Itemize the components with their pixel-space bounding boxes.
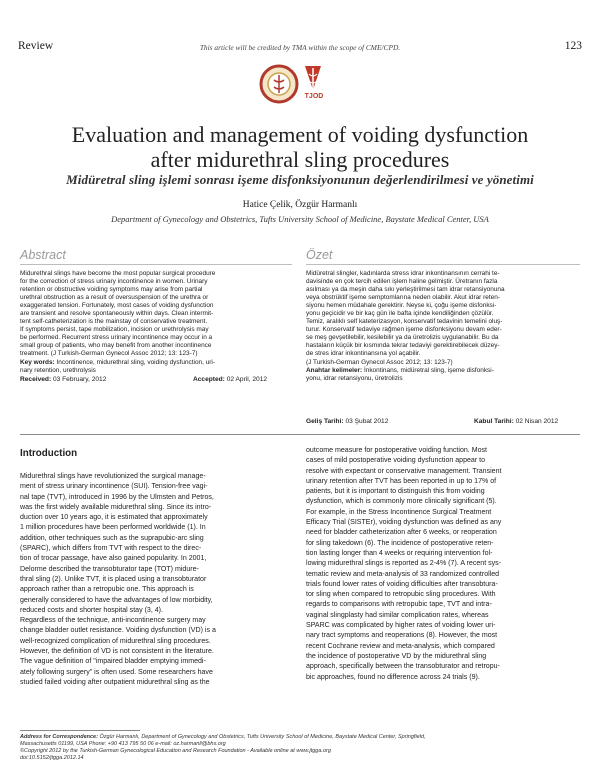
body-line: regards to comparisons with retropubic tape, TVT and intra- [306,601,492,609]
body-line: change bladder outlet resistance. Voiding dysfunction (VD) is a [20,627,216,635]
society-seal-icon [255,60,345,108]
tjod-logo-text: TJOD [304,93,324,100]
ozet-line: de stres idrar inkontinansına yol açabilir. [306,350,421,358]
body-line: recent Cochrane review and meta-analysis, which compared [306,642,495,650]
affiliation: Department of Gynecology and Obstetrics, Tufts University School of Medicine, Baystate Medical Center, USA [111,214,489,224]
body-line: vaginal slingplasty had similar complication rates, whereas [306,611,489,619]
body-line: well-recognized complication of midurethral sling procedures. [20,637,211,645]
ozet-line: davisinde en çok tercih edilen işlem haline gelmiştir. Üretranın fazla [306,278,498,286]
abstract-line: treatment. (J Turkish-German Gynecol Assoc 2012; 13: 123-7) [20,350,198,358]
body-line: 1 million procedures have been performed worldwide (1). In [20,524,206,532]
article-title [20,122,580,172]
body-line: the incidence of postoperative VD by the midurethral sling [306,652,487,660]
accepted-date [193,376,267,383]
gelis-value: 03 Şubat 2012 [343,418,389,425]
body-line: tion lasting longer than 4 weeks or requiring intervention fol- [306,549,493,557]
keywords-text: Incontinence, midurethral sling, voiding dysfunction, uri- [54,358,216,366]
keywords-cont: nary retention, urethrolysis [20,366,96,374]
body-line: bic approaches, found no difference across 24 trials (9). [306,673,480,681]
ozet-rule [306,264,580,265]
body-line: Efficacy Trial (SISTEr), voiding dysfunction was defined as any [306,519,502,527]
body-line: ment of stress urinary incontinence (SUI). Tension-free vagi- [20,483,208,491]
abstract-line: be performed. Recurrent stress urinary incontinence may occur in a [20,334,213,342]
ozet-line: Temiz, aralıklı self kateterizasyon, konservatif tedavinin temelini oluş- [306,318,503,326]
ozet-line: yonu geçicidir ve bir kaç gün ile bafta içinde kendiliğinden çözülür. [306,310,494,318]
footnote-line [20,734,580,741]
body-line: studied failed voiding after outpatient midurethral sling as the [20,678,210,686]
accepted-value: 02 April, 2012 [224,376,268,383]
body-line: cases of mild postoperative voiding dysfunction appear to [306,457,486,465]
body-line: For example, in the Stress Incontinence Surgical Treatment [306,508,492,516]
abstract-line: urethral obstruction as a result of oversuspension of the urethra or [20,294,209,302]
cme-note: This article will be credited by TMA within the scope of CME/CPD. [199,43,401,52]
body-line: need for bladder catheterization after 6 weeks, or reoperation [306,529,497,537]
body-line: resolve with expectant or conservative management. Transient [306,467,502,475]
abstract-line: tent self-catheterization is the mainstay of conservative treatment. [20,318,208,326]
body-line: trials found lower rates of voiding difficulties after transobtura- [306,580,498,588]
ozet-line: Midüretral slingler, kadınlarda stress idrar inkontinansının cerrahi te- [306,270,500,277]
gelis-label: Geliş Tarihi: [306,418,344,425]
abstract-line: for the correction of stress urinary incontinence in women. Urinary [20,278,208,286]
ozet-line: veya obstrüktif işeme semptomlarına neden olabilir. Akut idrar reten- [306,294,500,302]
body-line: tematic review and meta-analysis of 33 randomized controlled [306,570,500,578]
body-line: generally considered to have the advantages of low morbidity, [20,596,213,604]
abstract-tr-body [306,270,580,383]
running-header [18,40,582,56]
title-line-2: after midurethral sling procedures [150,147,450,172]
abstract-line: Midurethral slings have become the most popular surgical procedure [20,270,216,277]
body-line: approach rather than a retropubic one. This approach is [20,586,194,594]
body-line: nal tape (TVT), introduced in 1996 by the Ulmsten and Petros, [20,493,214,501]
abstract-line: small group of patients, who may benefit from another incontinence [20,342,212,350]
body-line: SPARC was complicated by higher rates of voiding lower uri- [306,622,496,630]
body-line: for sling takedown (6). The incidence of postoperative reten- [306,539,494,547]
accepted-label: Accepted: [193,376,225,383]
ozet-line: siyonu hemen müdahale gerektirir. Neyse ki, çoğu işeme disfonksi- [306,302,497,310]
gelis-date [306,418,388,425]
abstract-rule [20,264,292,265]
body-line: outcome measure for postoperative voiding function. Most [306,447,487,454]
kabul-label: Kabul Tarihi: [474,418,514,425]
keywords [20,359,292,367]
body-line: (SPARC), which differs from TVT with respect to the direc- [20,545,202,553]
body-line: tor sling when compared to retropubic sling procedures. With [306,591,496,599]
ozet-heading: Özet [306,248,333,262]
body-line: was the first widely available midurethral sling. Since its intro- [20,503,212,511]
body-line: nary tract symptoms and reoperations (8). However, the most [306,632,498,640]
body-line: tion of trocar passage, have also gained popularity. In 2001, [20,555,207,563]
article-subtitle: Midüretral sling işlemi sonrası işeme disfonksiyonunun değerlendirilmesi ve yönetimi [66,172,534,187]
footnote-line: ©Copyright 2012 by the Turkish-German Gynecological Education and Research Foundation - Available online at www.jtgga.org [20,748,331,755]
body-line: dysfunction, which is commonly more clinically significant (5). [306,498,497,506]
received-date [20,376,106,383]
anahtar-text: İnkontinans, midüretral sling, işeme disfonksi- [362,366,494,374]
body-column-left [20,472,290,688]
abstract-line: retention or obstructive voiding symptoms may arise from partial [20,286,203,294]
abstract-line: are transient and resolve spontaneously within days. Clean intermit- [20,310,214,318]
ozet-line: turur. Konservatif tedaviye rağmen işeme disfonksiyonu devam eder- [306,326,502,334]
abstract-en-body [20,270,292,375]
anahtar-cont: yonu, idrar retansiyonu, üretrolizis [306,374,403,382]
journal-logos [255,60,345,108]
introduction-heading: Introduction [20,448,78,459]
kabul-date [474,418,558,425]
abstract-line: If symptoms persist, tape mobilization, incision or urethrolysis may [20,326,209,334]
anahtar-kelimeler [306,367,580,375]
body-line: approach, specifically between the transobturator and retropu- [306,663,500,671]
body-line: duction over 10 years ago, it is estimated that approximately [20,514,208,522]
authors: Hatice Çelik, Özgür Harmanlı [242,200,358,210]
footnote-doi: doi:10.5152/jtgga.2012.14 [20,755,84,762]
abstract-line: exaggerated tension. Fortunately, most cases of voiding dysfunction [20,302,214,310]
section-label: Review [18,40,54,52]
abstract-heading: Abstract [20,248,66,262]
body-line: urinary retention after TVT has been reported in up to 17% of [306,477,497,485]
ozet-line: asılması ya da meşin daha sıkı yerleştirilmesi tam idrar retansiyonuna [306,286,505,294]
body-line: Delorme described the transobturator tape (TOT) midure- [20,565,199,573]
body-line: Midurethral slings have revolutionized the surgical manage- [20,473,206,480]
body-line: lowing midurethral slings is reported as 2-4% (7). A recent sys- [306,560,502,568]
body-line: Regardless of the technique, anti-incontinence surgery may [20,617,206,625]
body-line: reduced costs and shorter hospital stay (3, 4). [20,606,163,614]
body-line: However, the definition of VD is not consistent in the literature. [20,648,214,656]
ozet-line: hastaların küçük bir kısmında tekrar tedaviyi gerektirebilecek düzey- [306,342,500,350]
ozet-line: se meş gevşetilebilir, kesilebilir ya da üretrolizis uygulanabilir. Bu da [306,334,499,342]
received-label: Received: [20,376,52,383]
footnote-rule [20,730,140,731]
section-separator [20,434,580,435]
correspondence-text: Özgür Harmanlı, Department of Gynecology and Obstetrics, Tufts University School of Medicine, Baystate Medical Center, Springfield, [97,734,426,740]
body-line: patients, but it is important to distinguish this from voiding [306,488,485,496]
ozet-line: (J Turkish-German Gynecol Assoc 2012; 13: 123-7) [306,358,453,366]
body-line: The vague definition of "impaired bladder emptying immedi- [20,658,206,666]
body-line: addition, other techniques such as the suprapubic-arc sling [20,534,204,542]
body-line: thral sling (2). Unlike TVT, it is placed using a transobturator [20,575,207,583]
body-line: ately following surgery" is often used. Some researchers have [20,668,213,676]
body-column-right [306,446,580,683]
kabul-value: 02 Nisan 2012 [513,418,559,425]
correspondence-footnote [20,734,580,762]
anahtar-label: Anahtar kelimeler: [306,366,363,374]
correspondence-label: Address for Correspondence: [20,734,98,740]
keywords-label: Key words: [20,358,55,366]
page-number: 123 [564,40,582,52]
title-line-1: Evaluation and management of voiding dysfunction [71,122,529,147]
footnote-line: Massachusetts 01199, USA Phone: +90 413 795 50 06 e-mail: oz.harmanli@bhs.org [20,741,226,748]
received-value: 03 February, 2012 [51,376,107,383]
